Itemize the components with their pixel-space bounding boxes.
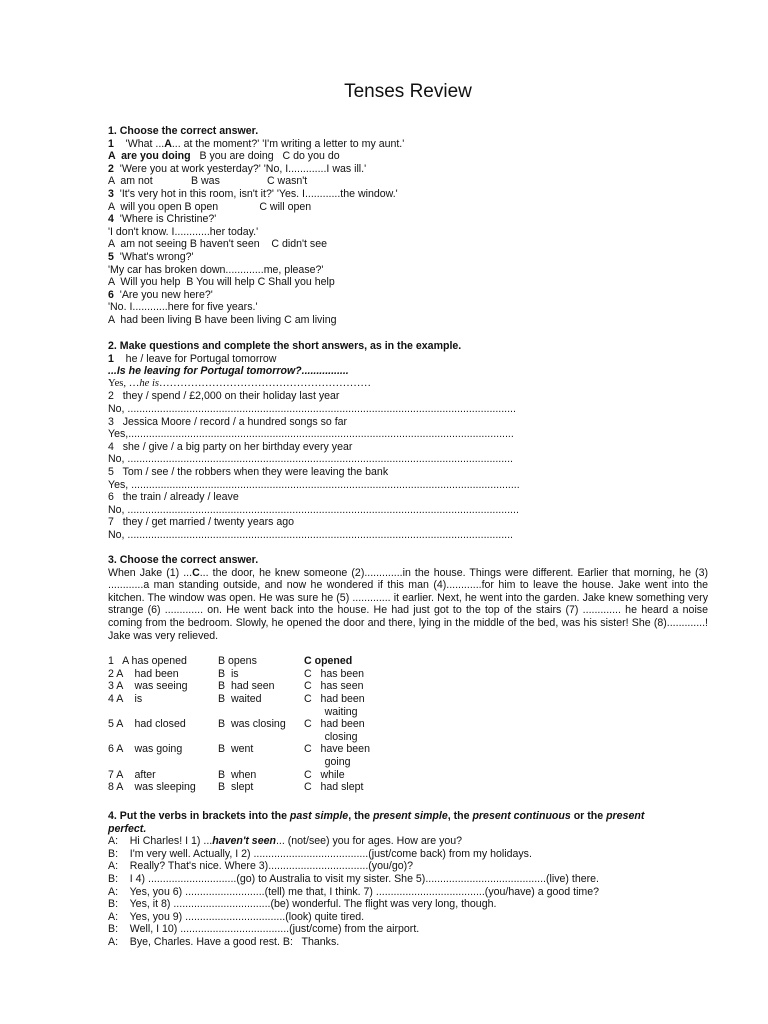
option-a: 2 A had been xyxy=(108,667,179,680)
dialogue-text: ... (not/see) you for ages. How are you? xyxy=(275,835,463,848)
dialogue-line xyxy=(108,898,708,911)
section-4 xyxy=(108,810,708,949)
question-line xyxy=(108,213,708,226)
item-answer-line: No, ..................................................................................................................................... xyxy=(108,503,519,516)
question-line xyxy=(108,163,708,176)
question-line xyxy=(108,238,708,251)
option-a: 3 A was seeing xyxy=(108,680,188,693)
option-row xyxy=(108,718,424,743)
answer-options-table xyxy=(108,655,424,794)
item-answer-line: No, ................................................................................................................................... xyxy=(108,453,513,466)
question-line xyxy=(108,276,708,289)
example-short-answer: Yes, …he is…………………………………………………… xyxy=(108,377,371,389)
line-text: 'My car has broken down.............me, please?' xyxy=(108,263,324,276)
line-text: A am not seeing B haven't seen C didn't see xyxy=(108,238,327,251)
question-number: 3 xyxy=(108,187,114,200)
question-line xyxy=(108,264,708,277)
line-text: A am not B was C wasn't xyxy=(108,175,308,188)
example-option: A are you doing xyxy=(108,150,191,163)
option-b: B waited xyxy=(218,692,262,705)
dialogue-line xyxy=(108,923,708,936)
option-a: 6 A was going xyxy=(108,743,183,756)
option-c: C have been going xyxy=(304,743,370,768)
dialogue-text: A: Yes, you 6) ...........................(tell) me that, I think. 7) .....................................(you/have) a good time? xyxy=(108,885,600,898)
section-3 xyxy=(108,554,708,794)
item-prompt: 5 Tom / see / the robbers when they were leaving the bank xyxy=(108,465,389,478)
dialogue-line xyxy=(108,911,708,924)
options-text: B you are doing C do you do xyxy=(190,150,340,163)
question-line xyxy=(108,226,708,239)
question-line xyxy=(108,301,708,314)
example-answer: ...Is he leaving for Portugal tomorrow?................ xyxy=(108,365,349,378)
option-c: C while xyxy=(304,768,345,781)
section-2-heading: 2. Make questions and complete the short answers, as in the example. xyxy=(108,340,462,352)
question-line xyxy=(108,201,708,214)
line-text: A will you open B open C will open xyxy=(108,200,312,213)
dialogue-line xyxy=(108,860,708,873)
dialogue-line xyxy=(108,886,708,899)
item-answer-line: No, ................................................................................................................................... xyxy=(108,528,513,541)
option-c: C has seen xyxy=(304,680,364,693)
section-3-heading: 3. Choose the correct answer. xyxy=(108,554,259,566)
line-text: A Will you help B You will help C Shall you help xyxy=(108,276,335,289)
option-a: 7 A after xyxy=(108,768,156,781)
question-line xyxy=(108,150,708,163)
question-text: 'Where is Christine?' xyxy=(113,213,217,226)
option-row xyxy=(108,781,424,794)
option-c: C had been waiting xyxy=(304,692,365,718)
question-text: 'Were you at work yesterday?' 'No, I.............I was ill.' xyxy=(113,162,367,175)
item-answer-line: Yes,................................................................................................................................... xyxy=(108,428,514,441)
question-line xyxy=(108,188,708,201)
question-text: 'What ... xyxy=(113,137,165,150)
option-row xyxy=(108,693,424,718)
dialogue-text: B: Well, I 10) .....................................(just/come) from the airport. xyxy=(108,923,420,936)
option-c: C opened xyxy=(304,655,353,668)
item-prompt: 3 Jessica Moore / record / a hundred songs so far xyxy=(108,415,348,428)
dialogue-line xyxy=(108,873,708,886)
option-row xyxy=(108,743,424,768)
dialogue-line xyxy=(108,835,708,848)
dialogue-text: A: Bye, Charles. Have a good rest. B: Thanks. xyxy=(108,935,340,948)
question-text: ... at the moment?' 'I'm writing a letter to my aunt.' xyxy=(171,137,405,150)
item-answer-line: Yes, .................................................................................................................................... xyxy=(108,478,520,491)
option-row xyxy=(108,655,424,668)
item-prompt: 4 she / give / a big party on her birthday every year xyxy=(108,440,353,453)
question-number: 4 xyxy=(108,213,114,226)
dialogue-text: A: Really? That's nice. Where 3)..................................(you/go)? xyxy=(108,860,414,873)
option-b: B slept xyxy=(218,781,254,794)
dialogue-text: B: Yes, it 8) .................................(be) wonderful. The flight was very long, though. xyxy=(108,898,497,911)
option-a: 8 A was sleeping xyxy=(108,781,196,794)
example-answer: A xyxy=(164,137,172,150)
option-row xyxy=(108,680,424,693)
option-b: B opens xyxy=(218,655,257,668)
section-2 xyxy=(108,340,708,542)
question-number: 2 xyxy=(108,162,114,175)
item-prompt: 2 they / spend / £2,000 on their holiday last year xyxy=(108,390,340,403)
dialogue-text: B: I 4) ..............................(go) to Australia to visit my sister. She 5).........................................(live) there. xyxy=(108,872,599,885)
example-prompt: 1 he / leave for Portugal tomorrow xyxy=(108,352,277,365)
dialogue-line xyxy=(108,848,708,861)
option-b: B went xyxy=(218,743,254,756)
question-number: 1 xyxy=(108,137,114,150)
option-c: C has been xyxy=(304,667,365,680)
dialogue-text: A: Hi Charles! I 1) ... xyxy=(108,835,213,848)
option-b: B is xyxy=(218,667,239,680)
question-number: 6 xyxy=(108,288,114,301)
option-row xyxy=(108,668,424,681)
question-line xyxy=(108,289,708,302)
dialogue-line xyxy=(108,936,708,949)
option-a: 1 A has opened xyxy=(108,655,187,668)
line-text: 'No. I............here for five years.' xyxy=(108,301,258,314)
question-line xyxy=(108,175,708,188)
option-row xyxy=(108,769,424,782)
option-b: B when xyxy=(218,768,257,781)
section-4-heading: 4. Put the verbs in brackets into the past simple, the present simple, the present continuous or the present perfect. xyxy=(108,810,645,835)
question-line xyxy=(108,138,708,151)
question-number: 5 xyxy=(108,250,114,263)
section-1-heading: 1. Choose the correct answer. xyxy=(108,125,259,137)
option-c: C had slept xyxy=(304,781,364,794)
example-answer: haven't seen xyxy=(212,835,276,848)
option-c: C had been closing xyxy=(304,718,365,743)
question-line xyxy=(108,251,708,264)
page-title: Tenses Review xyxy=(344,81,472,102)
option-b: B had seen xyxy=(218,680,275,693)
question-line xyxy=(108,314,708,327)
section-1 xyxy=(108,125,708,327)
item-answer-line: No, .................................................................................................................................... xyxy=(108,402,516,415)
story-paragraph: When Jake (1) ...C... the door, he knew someone (2).............in the house. Things were different. Earlier that morning, he (3) ............a man standing outside, and now he wondered if this man (4)............for him to leave the house. Jake went into the kitchen. The window was open. He was sure he (5) ............. it earlier. Next, he went into the garden. Jake knew something very strange (6) ............. on. He went back into the house. He had just got to the top of the stairs (7) ............. he heard a noise coming from the bedroom. Slowly, he opened the door and there, lying in the middle of the bed, was his sister! She (8).............! Jake was very relieved. xyxy=(108,566,708,642)
question-text: 'What's wrong?' xyxy=(113,250,194,263)
line-text: A had been living B have been living C am living xyxy=(108,313,337,326)
dialogue-text: B: I'm very well. Actually, I 2) .......................................(just/come back) from my holidays. xyxy=(108,847,532,860)
dialogue-text: A: Yes, you 9) ..................................(look) quite tired. xyxy=(108,910,365,923)
option-a: 5 A had closed xyxy=(108,718,186,731)
option-a: 4 A is xyxy=(108,692,143,705)
option-b: B was closing xyxy=(218,718,286,731)
item-prompt: 6 the train / already / leave xyxy=(108,491,239,504)
question-text: 'It's very hot in this room, isn't it?' 'Yes. I............the window.' xyxy=(113,187,398,200)
question-text: 'Are you new here?' xyxy=(113,288,213,301)
line-text: 'I don't know. I............her today.' xyxy=(108,225,259,238)
item-prompt: 7 they / get married / twenty years ago xyxy=(108,516,295,529)
